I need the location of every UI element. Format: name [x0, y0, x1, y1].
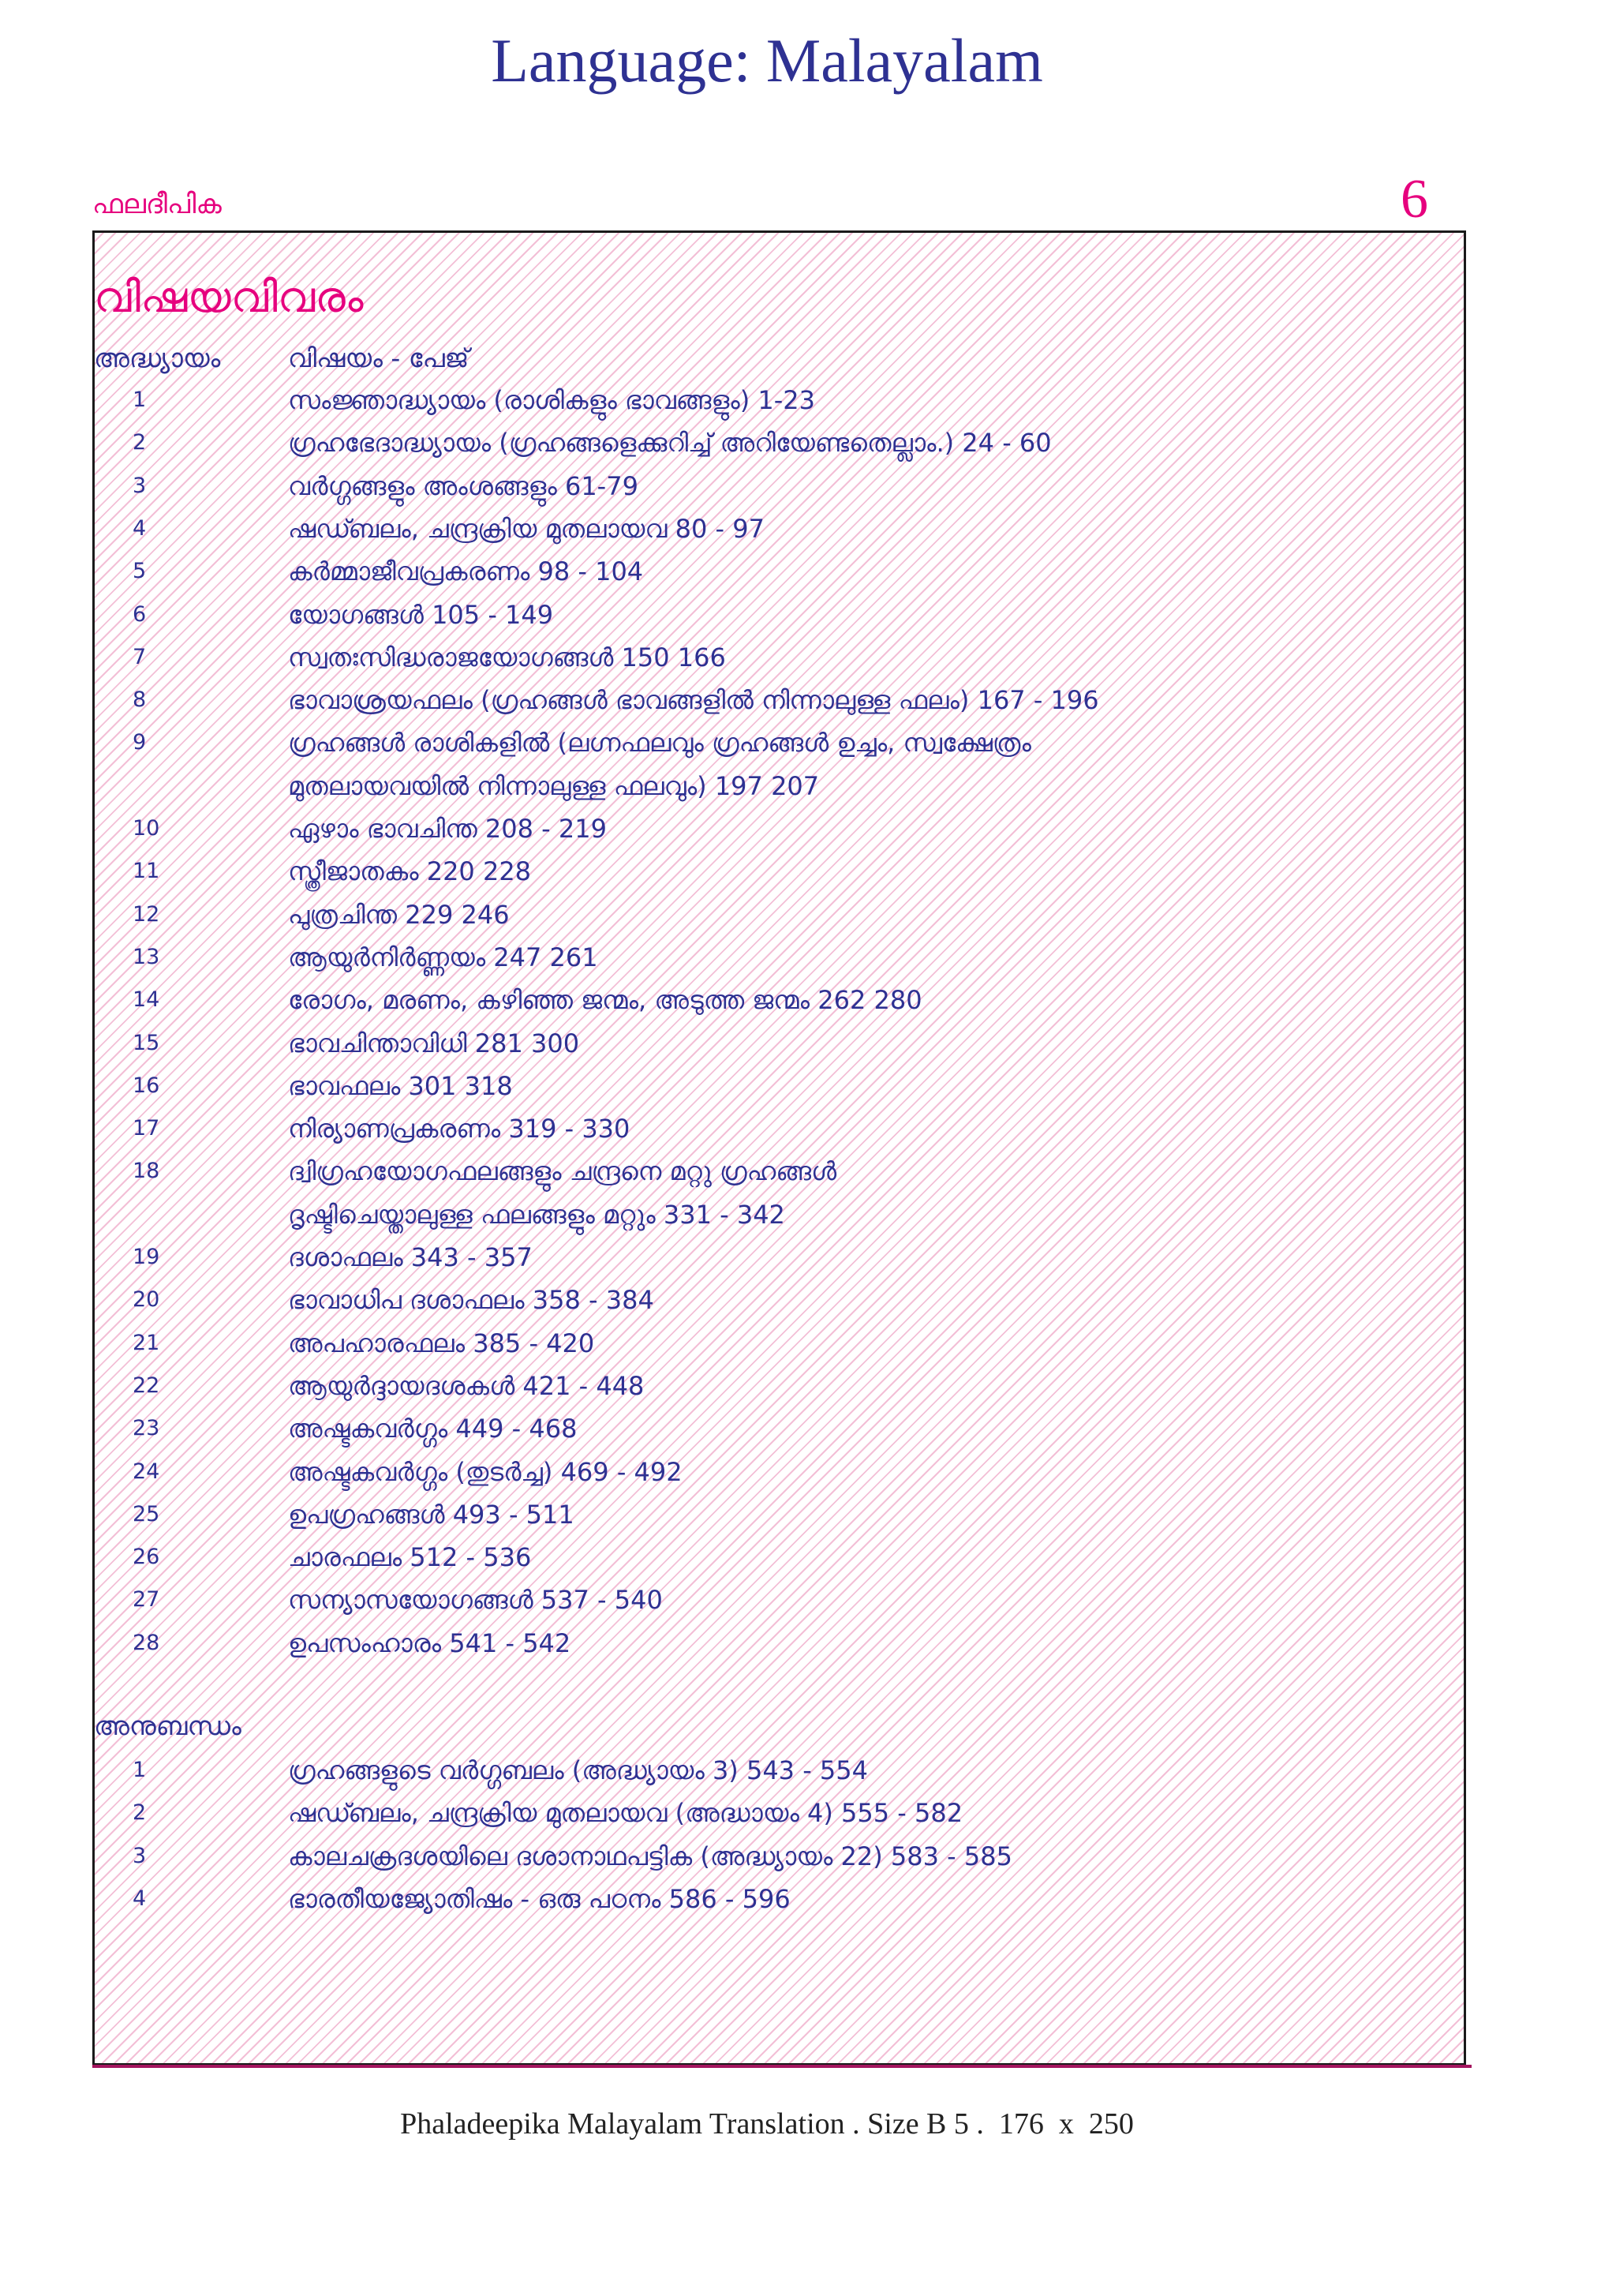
chapter-row-number: 11: [133, 859, 160, 884]
footer-caption: Phaladeepika Malayalam Translation . Size B 5 . 176 x 250: [400, 2107, 1134, 2141]
chapter-row-number: 1: [133, 388, 147, 412]
chapter-row-title: സ്വതഃസിദ്ധരാജയോഗങ്ങൾ 150 166: [288, 642, 726, 672]
chapter-row-number: 27: [133, 1587, 160, 1612]
chapter-row-number: 10: [133, 816, 160, 841]
chapter-row-number: 19: [133, 1245, 160, 1269]
chapter-row-title: ചാരഫലം 512 - 536: [288, 1542, 532, 1573]
chapter-row-title: ഭാവചിന്താവിധി 281 300: [288, 1028, 580, 1058]
chapter-row-number: 5: [133, 559, 147, 584]
chapter-row-title: രോഗം, മരണം, കഴിഞ്ഞ ജന്മം, അടുത്ത ജന്മം 262 280: [288, 985, 922, 1016]
chapter-row-number: 14: [133, 987, 160, 1013]
chapter-column-header: അദ്ധ്യായം: [94, 343, 221, 373]
subject-column-header: വിഷയം - പേജ്: [288, 343, 469, 373]
chapter-row-title: അഷ്ടകവർഗ്ഗം 449 - 468: [288, 1414, 578, 1444]
chapter-row-title: പുത്രചിന്ത 229 246: [288, 899, 510, 930]
chapter-row-title: അപഹാരഫലം 385 - 420: [288, 1328, 595, 1358]
appendix-row-title: ഭാരതീയജ്യോതിഷം - ഒരു പഠനം 586 - 596: [288, 1883, 791, 1914]
chapter-row-title: ഭാവഫലം 301 318: [288, 1070, 513, 1101]
chapter-row-title: വർഗ്ഗങ്ങളും അംശങ്ങളും 61-79: [288, 470, 638, 501]
appendix-row-title: ഷഡ്ബലം, ചന്ദ്രക്രിയ മുതലായവ (അദ്ധായം 4) 555 - 582: [288, 1798, 963, 1829]
chapter-row-number: 6: [133, 601, 147, 627]
contents-panel: [92, 230, 1466, 2066]
chapter-row-title: ദ്വിഗ്രഹയോഗഫലങ്ങളും ചന്ദ്രനെ മറ്റു ഗ്രഹങ്ങൾ: [288, 1156, 837, 1187]
chapter-row-number: 25: [133, 1501, 160, 1526]
toc-heading: വിഷയവിവരം: [94, 272, 364, 322]
chapter-row-title: നിര്യാണപ്രകരണം 319 - 330: [288, 1114, 630, 1144]
chapter-row-number: 20: [133, 1287, 160, 1313]
chapter-row-title: ദൃഷ്ടിചെയ്താലുള്ള ഫലങ്ങളും മറ്റും 331 - 342: [288, 1199, 785, 1230]
chapter-row-number: 9: [133, 730, 147, 755]
chapter-row-title: ഭാവാശ്രയഫലം (ഗ്രഹങ്ങൾ ഭാവങ്ങളിൽ നിന്നാലുള്ള ഫലം) 167 - 196: [288, 685, 1099, 716]
page-number: 6: [1401, 169, 1428, 230]
chapter-row-title: ഷഡ്ബലം, ചന്ദ്രക്രിയ മുതലായവ 80 - 97: [288, 513, 765, 544]
appendix-row-number: 3: [133, 1843, 147, 1868]
chapter-row-number: 2: [133, 430, 147, 455]
chapter-row-title: സന്യാസയോഗങ്ങൾ 537 - 540: [288, 1585, 663, 1616]
chapter-row-number: 8: [133, 687, 147, 713]
chapter-row-number: 3: [133, 473, 147, 498]
chapter-row-title: അഷ്ടകവർഗ്ഗം (തുടർച്ച) 469 - 492: [288, 1456, 683, 1487]
chapter-row-title: മുതലായവയിൽ നിന്നാലുള്ള ഫലവും) 197 207: [288, 770, 820, 801]
appendix-row-number: 1: [133, 1758, 147, 1782]
chapter-row-title: ഉപസംഹാരം 541 - 542: [288, 1627, 571, 1658]
appendix-row-number: 4: [133, 1886, 147, 1911]
chapter-row-number: 17: [133, 1116, 160, 1141]
chapter-row-number: 21: [133, 1330, 160, 1355]
chapter-row-number: 12: [133, 901, 160, 927]
appendix-row-title: ഗ്രഹങ്ങളുടെ വർഗ്ഗബലം (അദ്ധ്യായം 3) 543 - 554: [288, 1755, 869, 1785]
bottom-rule: [92, 2065, 1472, 2068]
chapter-row-title: ഗ്രഹങ്ങൾ രാശികളിൽ (ലഗ്നഫലവും ഗ്രഹങ്ങൾ ഉച്ചം, സ്വക്ഷേത്രം: [288, 728, 1031, 758]
chapter-row-number: 23: [133, 1416, 160, 1441]
chapter-row-number: 28: [133, 1630, 160, 1655]
chapter-row-number: 7: [133, 644, 147, 669]
appendix-heading: അനുബന്ധം: [94, 1710, 241, 1741]
chapter-row-title: ആയുർനിർണ്ണയം 247 261: [288, 942, 598, 972]
chapter-row-title: യോഗങ്ങൾ 105 - 149: [288, 599, 554, 630]
running-head: ഫലദീപിക: [92, 189, 222, 220]
chapter-row-title: ഗ്രഹഭേദാദ്ധ്യായം (ഗ്രഹങ്ങളെക്കുറിച്ച് അറിയേണ്ടതെല്ലാം.) 24 - 60: [288, 428, 1052, 459]
chapter-row-title: സ്ത്രീജാതകം 220 228: [288, 856, 532, 887]
chapter-row-number: 22: [133, 1373, 160, 1398]
chapter-row-number: 16: [133, 1073, 160, 1098]
chapter-row-number: 18: [133, 1159, 160, 1184]
chapter-row-number: 24: [133, 1459, 160, 1484]
appendix-row-title: കാലചക്രദശയിലെ ദശാനാഥപട്ടിക (അദ്ധ്യായം 22) 583 - 585: [288, 1841, 1012, 1871]
chapter-row-title: ഏഴാം ഭാവചിന്ത 208 - 219: [288, 814, 607, 844]
chapter-row-number: 4: [133, 515, 147, 541]
appendix-row-number: 2: [133, 1800, 147, 1826]
chapter-row-title: ദശാഫലം 343 - 357: [288, 1242, 533, 1272]
chapter-row-number: 13: [133, 944, 160, 969]
chapter-row-number: 26: [133, 1545, 160, 1570]
chapter-row-number: 15: [133, 1030, 160, 1055]
chapter-row-title: ഭാവാധിപ ദശാഫലം 358 - 384: [288, 1285, 654, 1316]
chapter-row-title: കർമ്മാജീവപ്രകരണം 98 - 104: [288, 556, 644, 587]
language-title: Language: Malayalam: [491, 26, 1043, 95]
chapter-row-title: സംജ്ഞാദ്ധ്യായം (രാശികളും ഭാവങ്ങളും) 1-23: [288, 385, 815, 415]
chapter-row-title: ആയുർദ്ദായദശകൾ 421 - 448: [288, 1370, 645, 1401]
chapter-row-title: ഉപഗ്രഹങ്ങൾ 493 - 511: [288, 1499, 574, 1530]
